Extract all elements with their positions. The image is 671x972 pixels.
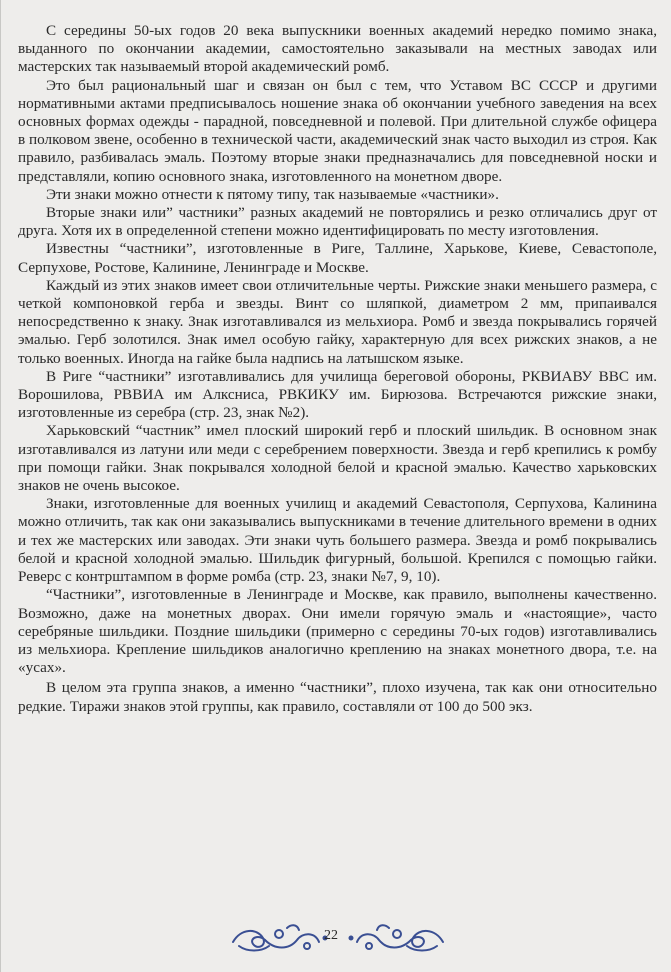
page-number: 22 — [324, 928, 338, 943]
paragraph-8: Харьковский “частник” имел плоский широкий герб и плоский шильдик. В основном знак изготавливался из латуни или меди с серебрением поверхности. Звезда и герб крепились к ромбу при помощи гайки. Знак покрывался холодной белой и красной эмалью. Качество харьковских знаков не очень высокое. — [18, 422, 657, 495]
paragraph-4: Вторые знаки или” частники” разных академий не повторялись и резко отличались друг от друга. Хотя их в определенной степени можно идентифицировать по месту изготовления. — [18, 204, 657, 240]
paragraph-11: В целом эта группа знаков, а именно “частники”, плохо изучена, так как они относительно редкие. Тиражи знаков этой группы, как правило, составляли от 100 до 500 экз. — [18, 679, 657, 715]
paragraph-10: “Частники”, изготовленные в Ленинграде и Москве, как правило, выполнены качественно. Возможно, даже на монетных дворах. Они имели горячую эмаль и «настоящие», часто серебряные шильдики. Поздние шильдики (примерно с середины 70-ых годов) изготавливались из мельхиора. Крепление шильдиков аналогично креплению на знаках монетного двора, т.е. на «усах». — [18, 586, 657, 677]
floral-ornament-icon — [227, 920, 449, 956]
paragraph-9: Знаки, изготовленные для военных училищ и академий Севастополя, Серпухова, Калинина можно отличить, так как они заказывались выпускниками в течение длительного времени в одних и тех же мастерских или заводах. Эти знаки чуть большего размера. Звезда и ромб покрывались белой и красной холодной эмалью. Шильдик фигурный, большой. Крепился с помощью гайки. Реверс с контрштампом в форме ромба (стр. 23, знаки №7, 9, 10). — [18, 495, 657, 586]
paragraph-3: Эти знаки можно отнести к пятому типу, так называемые «частники». — [46, 185, 499, 203]
paragraph-7: В Риге “частники” изготавливались для училища береговой обороны, РКВИАВУ ВВС им. Ворошилова, РВВИА им Алксниса, РВКИКУ им. Бирюзова. Встречаются рижские знаки, изготовленные из серебра (стр. 23, знак №2). — [18, 367, 657, 422]
paragraph-1: С середины 50-ых годов 20 века выпускники военных академий нередко помимо знака, выданного по окончании академии, самостоятельно заказывали на местных заводах или мастерских так называемый второй академический ромб. — [18, 22, 657, 76]
paragraph-2: Это был рациональный шаг и связан он был с тем, что Уставом ВС СССР и другими нормативными актами предписывалось ношение знака об окончании учебного заведения на всех основных формах одежды - парадной, повседневной и полевой. При длительной службе офицера в полковом звене, особенно в технической части, академический знак часто выходил из строя. Как правило, разбивалась эмаль. Поэтому вторые знаки предназначались для повседневной носки и представляли, копию основного знака, изготовленного на монетном дворе. — [18, 76, 657, 185]
paragraph-5: Известны “частники”, изготовленные в Риге, Таллине, Харькове, Киеве, Севастополе, Серпухове, Ростове, Калинине, Ленинграде и Москве. — [18, 240, 657, 276]
paragraph-6: Каждый из этих знаков имеет свои отличительные черты. Рижские знаки меньшего размера, с четкой компоновкой герба и звезды. Винт со шляпкой, диаметром 2 мм, припаивался непосредственно к знаку. Знак изготавливался из мельхиора. Ромб и звезда покрывались горячей эмалью. Герб золотился. Знак имел особую гайку, характерную для всех рижских знаков, а не только военных. Иногда на гайке была надпись на латышском языке. — [18, 276, 657, 367]
document-body — [18, 22, 657, 716]
